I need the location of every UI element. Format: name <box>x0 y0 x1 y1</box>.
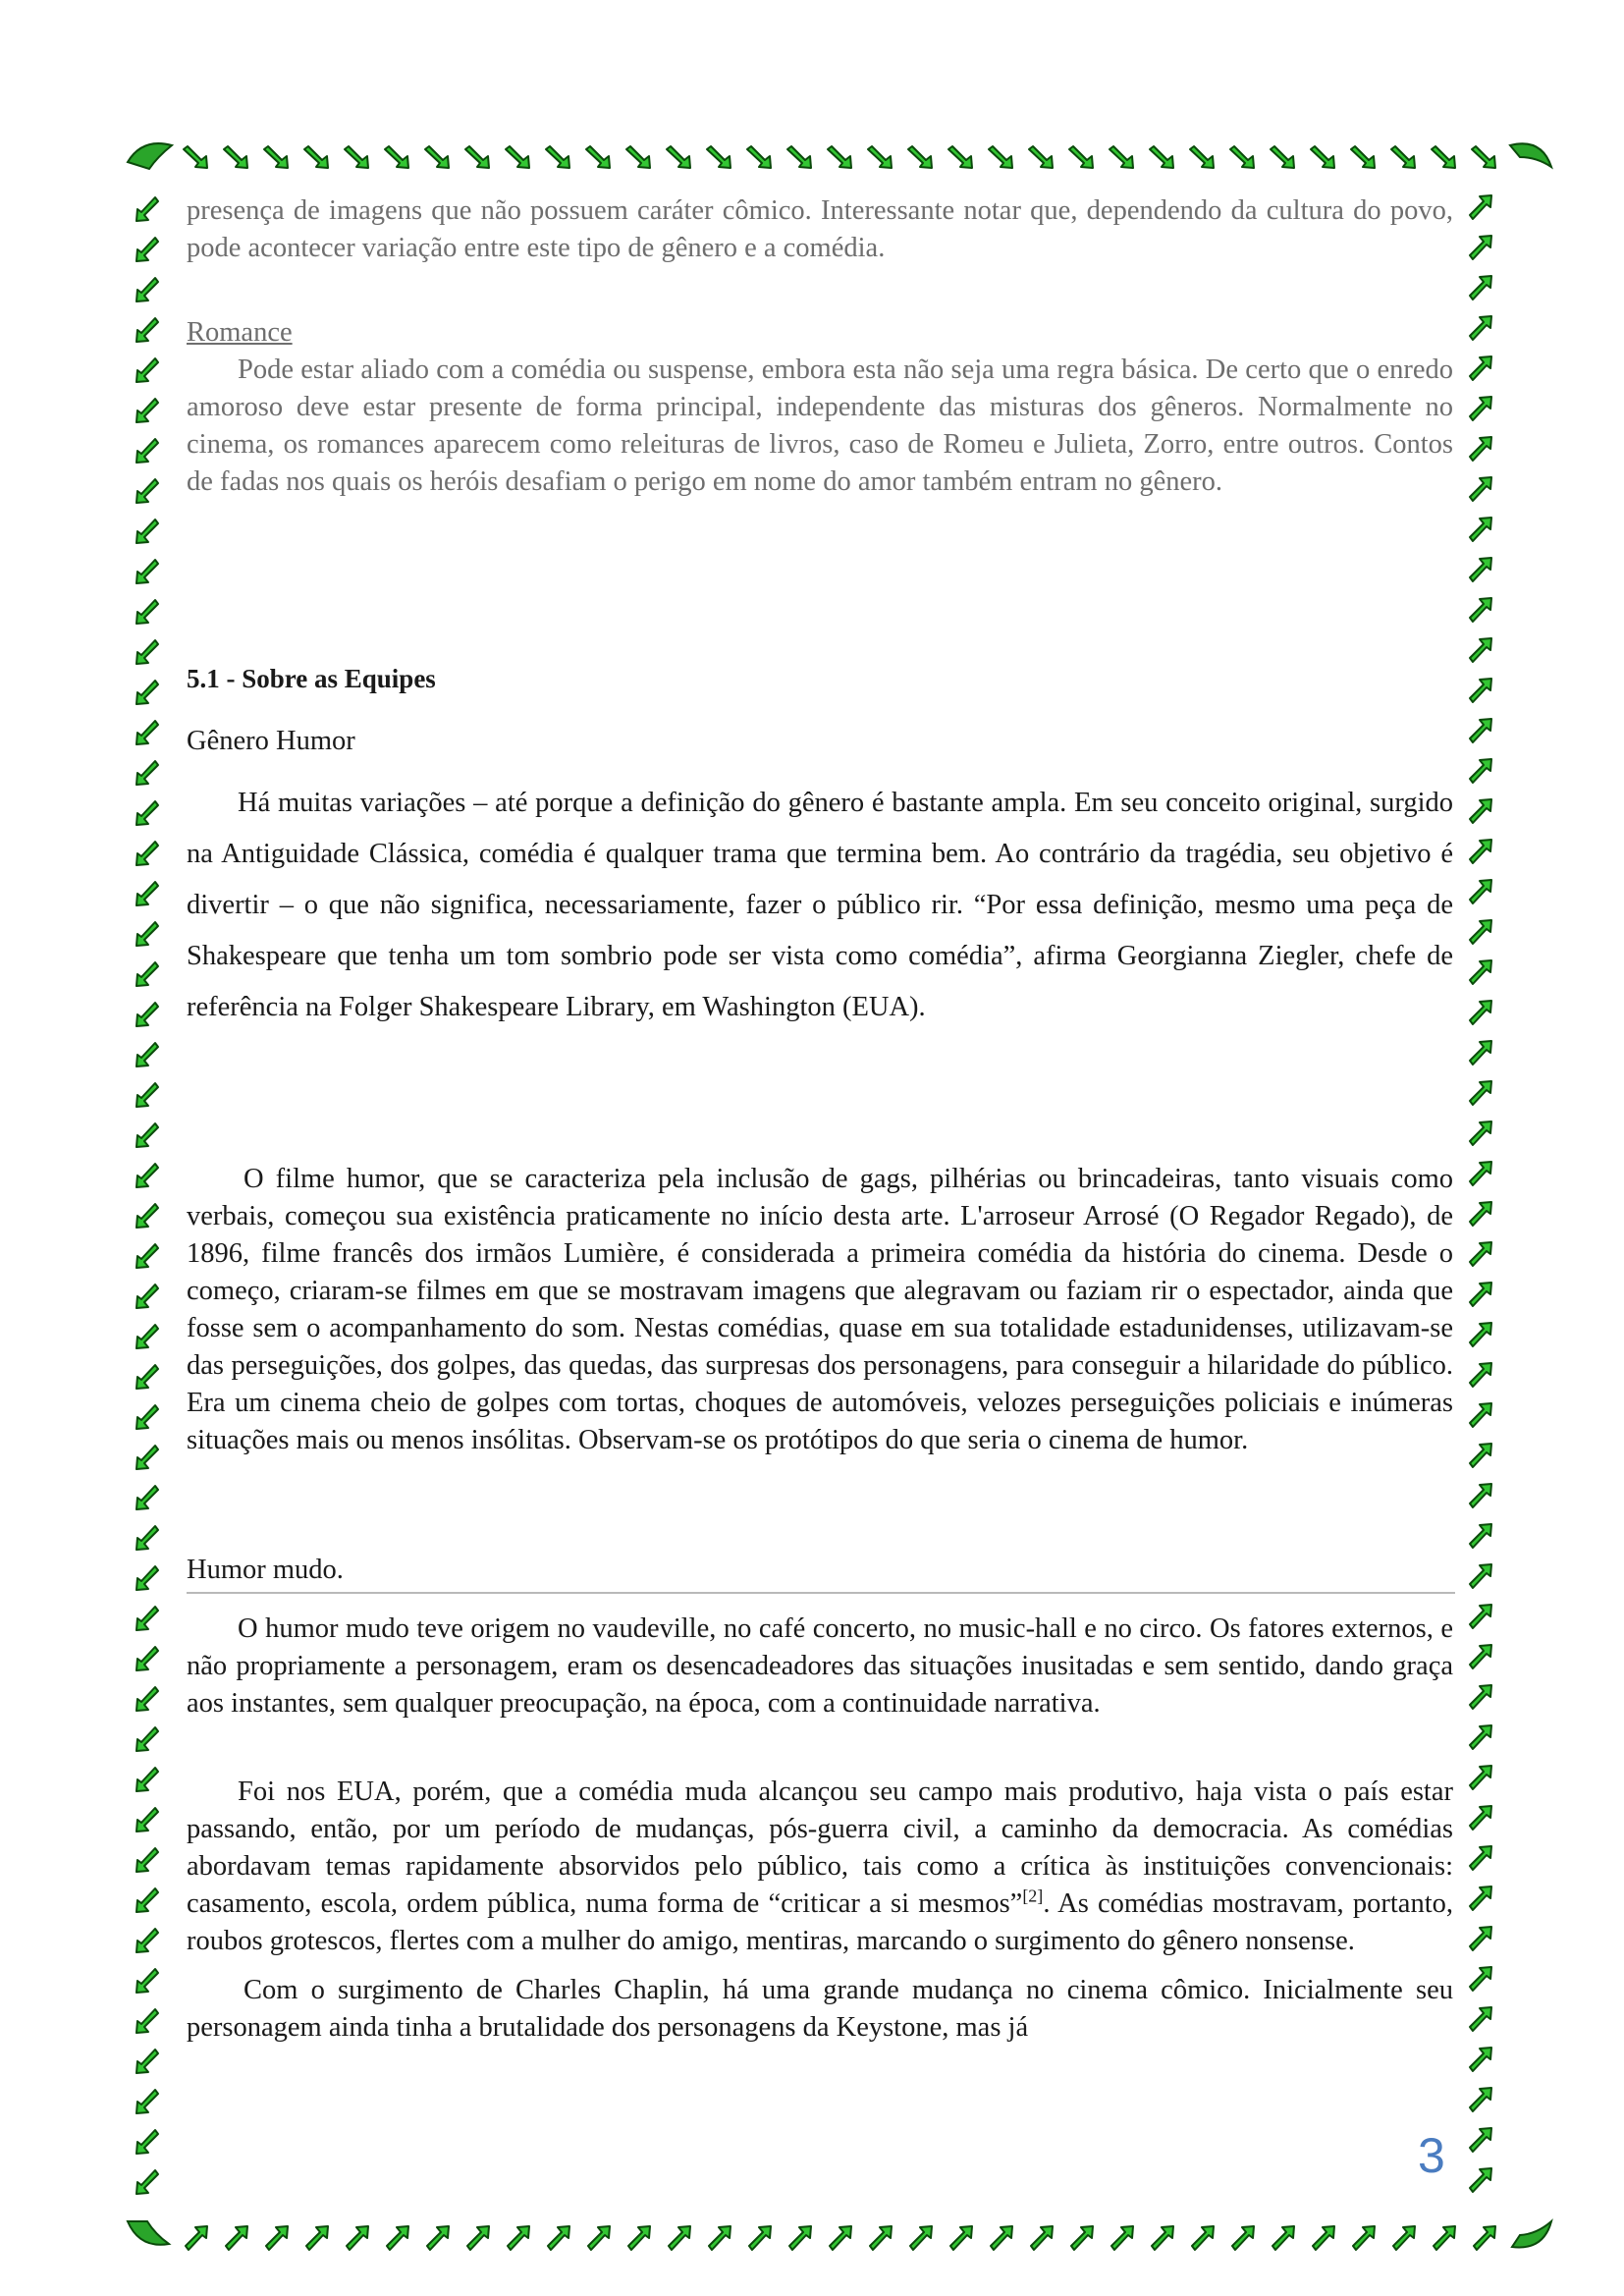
green-arrow-icon <box>136 1365 158 1389</box>
green-arrow-icon <box>136 2009 158 2033</box>
green-arrow-icon <box>1230 146 1254 168</box>
green-arrow-icon <box>1029 146 1053 168</box>
green-arrow-icon <box>1470 1242 1491 1266</box>
green-arrow-icon <box>789 2226 811 2250</box>
genre-heading: Gênero Humor <box>187 726 355 756</box>
green-arrow-icon <box>136 2050 158 2073</box>
green-arrow-icon <box>136 882 158 905</box>
green-arrow-icon <box>427 2226 449 2250</box>
green-arrow-icon <box>1470 638 1491 662</box>
green-arrow-icon <box>387 2226 408 2250</box>
romance-block <box>187 314 1453 501</box>
green-arrow-icon <box>1470 356 1491 380</box>
green-arrow-icon <box>1071 2226 1093 2250</box>
green-arrow-icon <box>1111 2226 1133 2250</box>
mudo-paragraph-2-text-b: . As comédias mostravam, portanto, roubos grotescos, flertes com a mulher do amigo, mentiras, marcando o surgimento do gênero nonsense. <box>187 1888 1453 1956</box>
green-arrow-icon <box>1190 146 1214 168</box>
green-arrow-icon <box>1311 146 1334 168</box>
green-arrow-icon <box>136 1043 158 1066</box>
green-arrow-icon <box>186 2226 207 2250</box>
green-arrow-icon <box>1470 960 1491 984</box>
green-arrow-icon <box>1470 1766 1491 1789</box>
green-arrow-icon <box>1470 679 1491 702</box>
green-arrow-icon <box>1470 920 1491 944</box>
green-arrow-icon <box>1474 2226 1495 2250</box>
green-arrow-icon <box>1391 146 1415 168</box>
green-arrow-icon <box>136 842 158 865</box>
green-arrow-icon <box>950 2226 972 2250</box>
green-arrow-icon <box>136 640 158 664</box>
green-arrow-icon <box>908 146 932 168</box>
green-arrow-icon <box>1353 2226 1375 2250</box>
green-arrow-icon <box>586 146 610 168</box>
green-arrow-icon <box>136 1164 158 1187</box>
green-arrow-icon <box>910 2226 932 2250</box>
green-arrow-icon <box>1470 759 1491 783</box>
green-arrow-icon <box>1272 2226 1294 2250</box>
green-arrow-icon <box>136 358 158 382</box>
green-arrow-icon <box>1313 2226 1334 2250</box>
green-arrow-icon <box>1470 1484 1491 1507</box>
green-arrow-icon <box>948 146 972 168</box>
green-arrow-icon <box>1470 1967 1491 1991</box>
green-arrow-icon <box>1470 1403 1491 1427</box>
green-arrow-icon <box>1470 1524 1491 1548</box>
green-arrow-icon <box>266 2226 288 2250</box>
green-arrow-icon <box>1110 146 1133 168</box>
green-arrow-icon <box>868 146 892 168</box>
humor-paragraph-2: O filme humor, que se caracteriza pela inclusão de gags, pilhérias ou brincadeiras, tanto visuais como verbais, começou sua existência praticamente no início desta arte. L'arroseur Arrosé (O Regador Regado), de 1896, filme francês dos irmãos Lumière, é considerada a primeira comédia da história do cinema. Desde o começo, criaram-se filmes em que se mostravam imagens que alegravam ou faziam rir o espectador, ainda que fosse sem o acompanhamento do som. Nestas comédias, quase em sua totalidade estadunidenses, utilizavam-se das perseguições, dos golpes, das quedas, das surpresas dos personagens, para conseguir a hilaridade do público. Era um cinema cheio de golpes com tortas, choques de automóveis, velozes perseguições policiais e inúmeras situações mais ou menos insólitas. Observam-se os protótipos do que seria o cinema de humor. <box>187 1164 1453 1455</box>
green-arrow-icon <box>1470 236 1491 259</box>
green-arrow-icon <box>1470 1323 1491 1346</box>
green-arrow-icon <box>1470 316 1491 340</box>
green-arrow-icon <box>136 1566 158 1590</box>
green-arrow-icon <box>136 1888 158 1912</box>
mudo-paragraph-1: O humor mudo teve origem no vaudeville, no café concerto, no music-hall e no circo. Os fatores externos, e não propriamente a personagem, eram os desencadeadores das situações inusitadas e sem sentido, dando graça aos instantes, sem qualquer preocupação, na época, com a continuidade narrativa. <box>187 1613 1453 1719</box>
green-arrow-icon <box>136 479 158 503</box>
green-arrow-icon <box>136 560 158 583</box>
green-arrow-icon <box>467 2226 489 2250</box>
green-arrow-icon <box>1470 2007 1491 2031</box>
green-arrow-icon <box>347 2226 368 2250</box>
green-arrow-icon <box>1470 1162 1491 1185</box>
green-arrow-icon <box>588 2226 610 2250</box>
green-arrow-icon <box>548 2226 569 2250</box>
green-arrow-icon <box>136 962 158 986</box>
green-arrow-icon <box>1470 437 1491 461</box>
green-arrow-icon <box>1470 1444 1491 1467</box>
footnote-ref[interactable]: [2] <box>1022 1886 1044 1906</box>
green-arrow-icon <box>224 146 247 168</box>
green-arrow-icon <box>136 238 158 261</box>
green-arrow-icon <box>1470 1001 1491 1024</box>
green-arrow-icon <box>136 600 158 624</box>
green-arrow-icon <box>136 1123 158 1147</box>
green-arrow-icon <box>1470 1846 1491 1870</box>
green-arrow-icon <box>1470 2168 1491 2192</box>
green-arrow-icon <box>136 1929 158 1952</box>
green-arrow-icon <box>787 146 811 168</box>
green-arrow-icon <box>1470 1283 1491 1306</box>
green-arrow-icon <box>136 399 158 422</box>
green-arrow-icon <box>136 1486 158 1509</box>
green-arrow-icon <box>747 146 771 168</box>
green-arrow-icon <box>136 761 158 785</box>
green-arrow-icon <box>136 1969 158 1993</box>
green-arrow-icon <box>1470 1564 1491 1588</box>
green-arrow-icon <box>136 519 158 543</box>
green-arrow-icon <box>136 1727 158 1751</box>
green-arrow-icon <box>1470 1121 1491 1145</box>
green-arrow-icon <box>1152 2226 1173 2250</box>
green-arrow-icon <box>1434 2226 1455 2250</box>
green-arrow-icon <box>385 146 408 168</box>
green-arrow-icon <box>136 1808 158 1831</box>
green-arrow-icon <box>628 2226 650 2250</box>
green-arrow-icon <box>830 2226 851 2250</box>
romance-paragraph: Pode estar aliado com a comédia ou suspense, embora esta não seja uma regra básica. De certo que o enredo amoroso deve estar presente de forma principal, independente das misturas dos gêneros. Normalmente no cinema, os romances aparecem como releituras de livros, caso de Romeu e Julieta, Zorro, entre outros. Contos de fadas nos quais os heróis desafiam o perigo em nome do amor também entram no gênero. <box>187 355 1453 497</box>
green-arrow-icon <box>1470 840 1491 863</box>
green-arrow-icon <box>136 439 158 463</box>
green-arrow-icon <box>264 146 288 168</box>
green-arrow-icon <box>136 278 158 301</box>
green-arrow-icon <box>136 1768 158 1791</box>
humor-paragraph-1: Há muitas variações – até porque a definição do gênero é bastante ampla. Em seu conceito original, surgido na Antiguidade Clássica, comédia é qualquer trama que termina bem. Ao contrário da tragédia, seu objetivo é divertir – o que não significa, necessariamente, fazer o público rir. “Por essa definição, mesmo uma peça de Shakespeare que tenha um tom sombrio pode ser vista como comédia”, afirma Georgianna Ziegler, chefe de referência na Folger Shakespeare Library, em Washington (EUA). <box>187 788 1453 1022</box>
green-arrow-icon <box>1031 2226 1053 2250</box>
green-arrow-icon <box>136 1687 158 1711</box>
green-arrow-icon <box>1470 558 1491 581</box>
green-arrow-icon <box>306 2226 328 2250</box>
green-arrow-icon <box>1470 1886 1491 1910</box>
green-arrow-icon <box>1472 146 1495 168</box>
green-arrow-icon <box>136 2170 158 2194</box>
green-arrow-icon <box>226 2226 247 2250</box>
green-arrow-icon <box>136 801 158 825</box>
green-arrow-icon <box>1470 2088 1491 2111</box>
green-arrow-icon <box>136 681 158 704</box>
green-arrow-icon <box>508 2226 529 2250</box>
green-arrow-icon <box>1470 276 1491 300</box>
green-arrow-icon <box>669 2226 690 2250</box>
green-arrow-icon <box>707 146 731 168</box>
green-arrow-icon <box>1470 1081 1491 1105</box>
green-arrow-icon <box>1470 397 1491 420</box>
green-arrow-icon <box>709 2226 731 2250</box>
green-arrow-icon <box>136 721 158 744</box>
mudo-paragraph-2 <box>187 1774 1453 1960</box>
green-arrow-icon <box>989 146 1012 168</box>
green-arrow-icon <box>136 1446 158 1469</box>
green-arrow-icon <box>1470 518 1491 541</box>
intro-paragraph: presença de imagens que não possuem caráter cômico. Interessante notar que, dependendo da cultura do povo, pode acontecer variação entre este tipo de gênero e a comédia. <box>187 195 1453 263</box>
green-arrow-icon <box>184 146 207 168</box>
romance-heading: Romance <box>187 317 293 348</box>
green-arrow-icon <box>136 1848 158 1872</box>
green-arrow-icon <box>1470 1927 1491 1950</box>
green-arrow-icon <box>136 1204 158 1228</box>
green-arrow-icon <box>1150 146 1173 168</box>
green-arrow-icon <box>1432 146 1455 168</box>
green-arrow-icon <box>1470 1605 1491 1628</box>
green-arrow-icon <box>1271 146 1294 168</box>
green-arrow-icon <box>870 2226 892 2250</box>
green-arrow-icon <box>136 1526 158 1550</box>
green-arrow-icon <box>1470 2048 1491 2071</box>
green-arrow-icon <box>991 2226 1012 2250</box>
green-arrow-icon <box>1470 1645 1491 1668</box>
green-arrow-icon <box>626 146 650 168</box>
mudo-paragraph-2-text-a: Foi nos EUA, porém, que a comédia muda alcançou seu campo mais produtivo, haja vista o país estar passando, então, por um período de mudanças, pós-guerra civil, a caminho da democracia. As comédias abordavam temas rapidamente absorvidos pelo público, tais como a crítica às instituições convencionais: casamento, escola, ordem pública, numa forma de “criticar a si mesmos” <box>187 1777 1453 1919</box>
green-arrow-icon <box>136 922 158 946</box>
green-arrow-icon <box>136 1285 158 1308</box>
green-arrow-icon <box>1069 146 1093 168</box>
green-arrow-icon <box>136 1405 158 1429</box>
green-arrow-icon <box>1192 2226 1214 2250</box>
green-arrow-icon <box>1470 880 1491 903</box>
green-arrow-icon <box>136 1325 158 1348</box>
green-arrow-icon <box>1232 2226 1254 2250</box>
green-arrow-icon <box>1470 477 1491 501</box>
green-arrow-icon <box>136 1244 158 1268</box>
green-arrow-icon <box>1351 146 1375 168</box>
green-arrow-icon <box>1393 2226 1415 2250</box>
green-arrow-icon <box>1470 2128 1491 2152</box>
green-arrow-icon <box>1470 598 1491 622</box>
green-arrow-icon <box>304 146 328 168</box>
green-arrow-icon <box>546 146 569 168</box>
page-number: 3 <box>1418 2128 1445 2183</box>
green-arrow-icon <box>1470 1202 1491 1226</box>
green-arrow-icon <box>136 1647 158 1670</box>
green-arrow-icon <box>1470 1685 1491 1709</box>
green-arrow-icon <box>136 197 158 221</box>
green-arrow-icon <box>136 318 158 342</box>
mudo-paragraph-3: Com o surgimento de Charles Chaplin, há uma grande mudança no cinema cômico. Inicialmente seu personagem ainda tinha a brutalidade dos personagens da Keystone, mas já <box>187 1975 1453 2043</box>
green-arrow-icon <box>749 2226 771 2250</box>
green-arrow-icon <box>1470 195 1491 219</box>
green-arrow-icon <box>1470 719 1491 742</box>
green-arrow-icon <box>1470 1041 1491 1065</box>
green-arrow-icon <box>506 146 529 168</box>
green-arrow-icon <box>136 2130 158 2154</box>
green-arrow-icon <box>1470 799 1491 823</box>
green-arrow-icon <box>465 146 489 168</box>
green-arrow-icon <box>136 1003 158 1026</box>
section-title: 5.1 - Sobre as Equipes <box>187 664 436 693</box>
green-arrow-icon <box>345 146 368 168</box>
green-arrow-icon <box>667 146 690 168</box>
green-arrow-icon <box>1470 1806 1491 1830</box>
green-arrow-icon <box>136 1083 158 1107</box>
green-arrow-icon <box>425 146 449 168</box>
green-arrow-icon <box>828 146 851 168</box>
heading-divider <box>187 1592 1455 1594</box>
green-arrow-icon <box>1470 1725 1491 1749</box>
mudo-heading: Humor mudo. <box>187 1555 344 1585</box>
green-arrow-icon <box>1470 1363 1491 1387</box>
green-arrow-icon <box>136 1607 158 1630</box>
green-arrow-icon <box>136 2090 158 2113</box>
